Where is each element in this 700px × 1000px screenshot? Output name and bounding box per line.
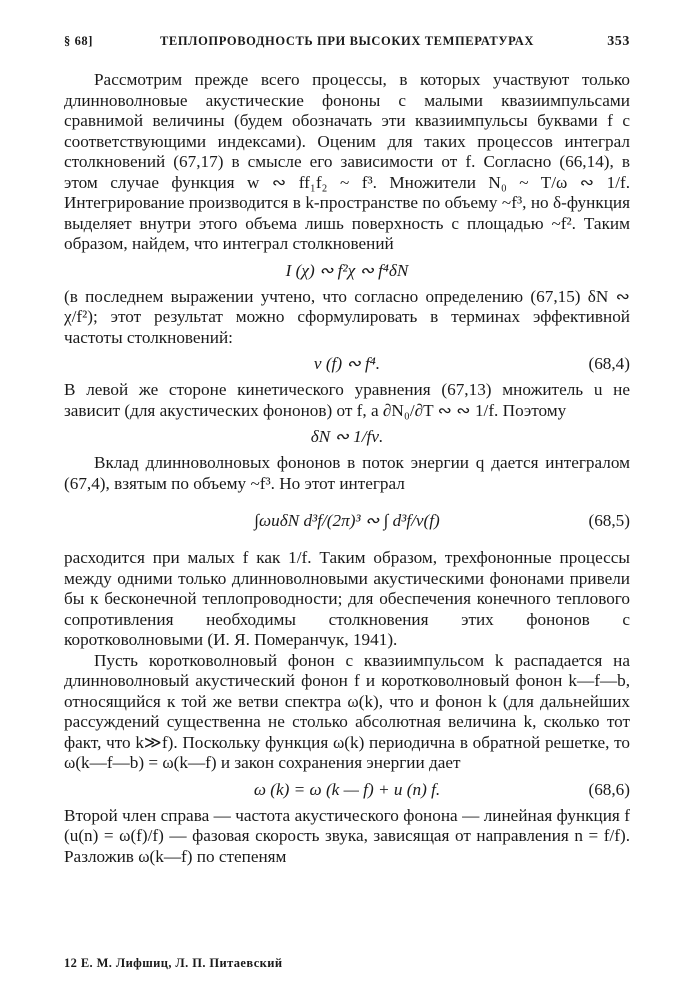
running-title: ТЕПЛОПРОВОДНОСТЬ ПРИ ВЫСОКИХ ТЕМПЕРАТУРАХ (159, 34, 535, 48)
equation-text: ∫ωuδN d³f/(2π)³ ∾ ∫ d³f/ν(f) (254, 511, 440, 530)
paragraph-5: расходится при малых f как 1/f. Таким образом, трехфононные процессы между одними только длинноволновыми акустическими фононами привели бы к бесконечной теплопроводности; для обеспечения конечного теплового сопротивления необходимы столкновения этих фононов с коротковолновыми (И. Я. Померанчук, 1941). (64, 548, 630, 649)
page-number: 353 (607, 34, 630, 49)
paragraph-7: Второй член справа — частота акустического фонона — линейная функция f (u(n) = ω(f)/f) — фазовая скорость звука, зависящая от направления n = f/f). Разложив ω(k—f) по степеням (64, 805, 630, 866)
paragraph-3: В левой же стороне кинетического уравнения (67,13) множитель u не зависит (для акустических фононов) от f, а ∂N₀/∂T ∾ ∾ 1/f. Поэтому (64, 380, 630, 420)
paragraph-2: (в последнем выражении учтено, что согласно определению (67,15) δN ∾ χ/f²); этот результат можно сформулировать в терминах эффективной частоты столкновений: (64, 286, 630, 347)
section-marker: § 68] (64, 34, 94, 48)
equation-number: (68,6) (588, 779, 630, 799)
equation-deltaN (64, 425, 630, 449)
equation-text: I (χ) ∾ f²χ ∾ f⁴δN (285, 260, 409, 280)
equation-number: (68,4) (588, 354, 630, 373)
equation-text: ν (f) ∾ f⁴. (313, 354, 381, 373)
running-header (64, 34, 630, 54)
paragraph-4: Вклад длинноволновых фононов в поток энергии q дается интегралом (67,4), взятым по объему ~f³. Но этот интеграл (64, 453, 630, 493)
signature-footer: 12 Е. М. Лифшиц, Л. П. Питаевский (64, 956, 283, 970)
equation-text: ω (k) = ω (k — f) + u (n) f. (253, 779, 441, 799)
main-text (64, 70, 630, 867)
equation-collision-integral (64, 259, 630, 283)
paragraph-6: Пусть коротковолновый фонон с квазиимпульсом k распадается на длинноволновый акустический фонон f и коротковолновый фонон k—f—b, относящийся к той же ветви спектра ω(k), что и фонон k (для дальнейших рассуждений существенна не столько абсолютная величина k, сколько тот факт, что k≫f). Поскольку функция ω(k) периодична в обратной решетке, то ω(k—f—b) = ω(k—f) и закон сохранения энергии дает (64, 650, 630, 772)
equation-68-5 (64, 498, 630, 544)
equation-68-4 (64, 352, 630, 376)
equation-text: δN ∾ 1/fν. (310, 427, 384, 446)
equation-number: (68,5) (588, 511, 630, 530)
equation-68-6 (64, 778, 630, 802)
paragraph-1: Рассмотрим прежде всего процессы, в которых участвуют только длинноволновые акустические фононы с малыми квазиимпульсами сравнимой величины (будем обозначать эти квазиимпульсы буквами f с соответствующими индексами). Оценим для таких процессов интеграл столкновений (67,17) в смысле его зависимости от f. Согласно (66,14), в этом случае функция w ∾ ff₁f₂ ~ f³. Множители N₀ ~ T/ω ∾ 1/f. Интегрирование производится в k-пространстве по объему ~f³, но δ-функция выделяет внутри этого объема лишь поверхность с площадью ~f². Таким образом, найдем, что интеграл столкновений (64, 70, 630, 253)
